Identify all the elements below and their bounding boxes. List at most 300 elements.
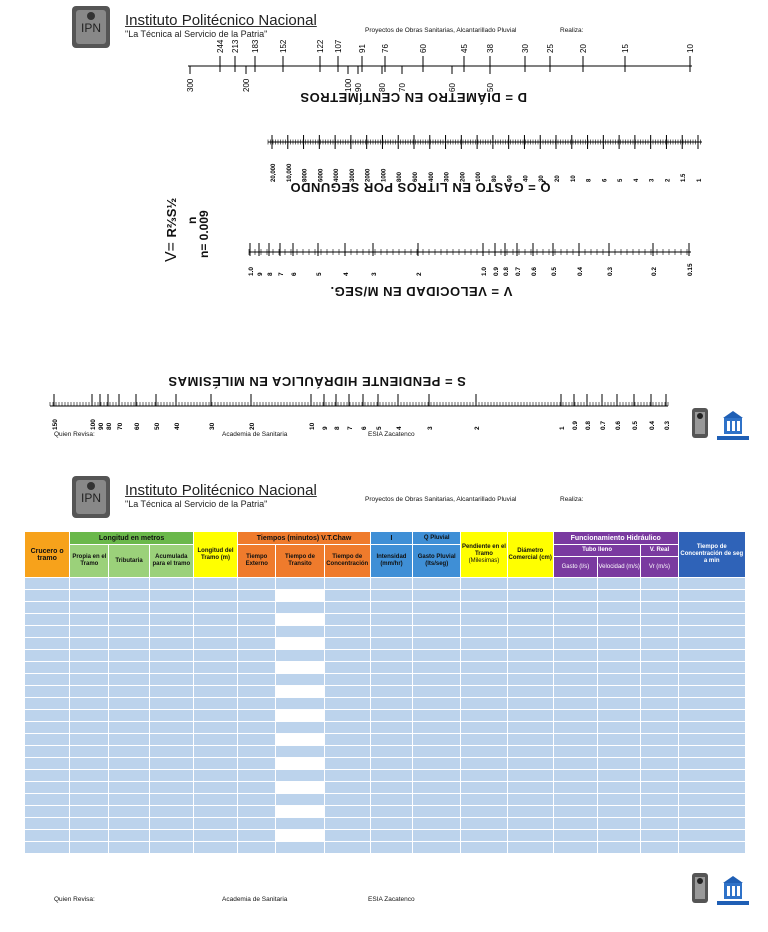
table-cell[interactable] — [70, 614, 109, 626]
table-cell[interactable] — [461, 830, 507, 842]
table-cell[interactable] — [641, 686, 678, 698]
table-cell[interactable] — [149, 614, 193, 626]
table-cell[interactable] — [370, 710, 412, 722]
table-cell[interactable] — [238, 602, 276, 614]
table-cell[interactable] — [149, 638, 193, 650]
table-cell[interactable] — [553, 602, 597, 614]
table-cell[interactable] — [678, 674, 745, 686]
table-cell[interactable] — [461, 626, 507, 638]
table-cell[interactable] — [598, 806, 641, 818]
table-cell[interactable] — [149, 662, 193, 674]
table-cell[interactable] — [149, 842, 193, 854]
table-cell[interactable] — [507, 734, 553, 746]
table-cell[interactable] — [370, 602, 412, 614]
table-cell[interactable] — [276, 602, 324, 614]
table-cell[interactable] — [25, 758, 70, 770]
table-cell[interactable] — [598, 638, 641, 650]
table-cell[interactable] — [149, 650, 193, 662]
table-cell[interactable] — [370, 578, 412, 590]
table-cell[interactable] — [641, 782, 678, 794]
table-cell[interactable] — [641, 842, 678, 854]
table-cell[interactable] — [461, 722, 507, 734]
table-cell[interactable] — [109, 674, 149, 686]
table-cell[interactable] — [507, 614, 553, 626]
table-cell[interactable] — [25, 734, 70, 746]
table-cell[interactable] — [25, 722, 70, 734]
table-cell[interactable] — [678, 626, 745, 638]
table-cell[interactable] — [413, 842, 461, 854]
table-cell[interactable] — [149, 674, 193, 686]
table-cell[interactable] — [507, 794, 553, 806]
table-cell[interactable] — [413, 710, 461, 722]
table-cell[interactable] — [678, 602, 745, 614]
table-cell[interactable] — [238, 614, 276, 626]
table-cell[interactable] — [598, 758, 641, 770]
table-cell[interactable] — [370, 698, 412, 710]
table-cell[interactable] — [370, 590, 412, 602]
table-cell[interactable] — [193, 614, 237, 626]
table-cell[interactable] — [370, 662, 412, 674]
table-cell[interactable] — [238, 818, 276, 830]
table-cell[interactable] — [413, 698, 461, 710]
table-cell[interactable] — [324, 842, 370, 854]
table-cell[interactable] — [370, 818, 412, 830]
table-cell[interactable] — [109, 794, 149, 806]
table-cell[interactable] — [461, 710, 507, 722]
table-cell[interactable] — [507, 746, 553, 758]
table-cell[interactable] — [461, 758, 507, 770]
table-cell[interactable] — [109, 650, 149, 662]
table-cell[interactable] — [553, 686, 597, 698]
table-cell[interactable] — [461, 638, 507, 650]
table-cell[interactable] — [598, 842, 641, 854]
table-cell[interactable] — [324, 746, 370, 758]
table-cell[interactable] — [25, 674, 70, 686]
table-cell[interactable] — [25, 842, 70, 854]
table-cell[interactable] — [507, 662, 553, 674]
table-cell[interactable] — [276, 614, 324, 626]
table-cell[interactable] — [641, 734, 678, 746]
table-cell[interactable] — [193, 794, 237, 806]
table-cell[interactable] — [193, 650, 237, 662]
table-cell[interactable] — [324, 662, 370, 674]
table-cell[interactable] — [678, 734, 745, 746]
table-cell[interactable] — [678, 578, 745, 590]
table-cell[interactable] — [238, 830, 276, 842]
table-cell[interactable] — [461, 674, 507, 686]
table-cell[interactable] — [553, 614, 597, 626]
table-cell[interactable] — [598, 662, 641, 674]
table-cell[interactable] — [193, 674, 237, 686]
table-cell[interactable] — [461, 734, 507, 746]
table-cell[interactable] — [109, 698, 149, 710]
table-cell[interactable] — [149, 734, 193, 746]
table-cell[interactable] — [70, 590, 109, 602]
table-cell[interactable] — [109, 818, 149, 830]
table-cell[interactable] — [507, 590, 553, 602]
table-cell[interactable] — [109, 602, 149, 614]
table-cell[interactable] — [109, 578, 149, 590]
table-cell[interactable] — [193, 590, 237, 602]
table-cell[interactable] — [193, 734, 237, 746]
table-cell[interactable] — [370, 806, 412, 818]
table-cell[interactable] — [193, 782, 237, 794]
table-cell[interactable] — [70, 782, 109, 794]
table-cell[interactable] — [641, 746, 678, 758]
table-cell[interactable] — [641, 626, 678, 638]
table-cell[interactable] — [276, 590, 324, 602]
table-cell[interactable] — [149, 794, 193, 806]
table-cell[interactable] — [324, 710, 370, 722]
table-cell[interactable] — [461, 614, 507, 626]
table-cell[interactable] — [507, 782, 553, 794]
table-cell[interactable] — [598, 590, 641, 602]
table-cell[interactable] — [370, 638, 412, 650]
table-cell[interactable] — [70, 578, 109, 590]
table-cell[interactable] — [553, 626, 597, 638]
table-cell[interactable] — [70, 650, 109, 662]
table-cell[interactable] — [413, 758, 461, 770]
table-cell[interactable] — [507, 806, 553, 818]
table-cell[interactable] — [598, 674, 641, 686]
table-cell[interactable] — [149, 806, 193, 818]
table-cell[interactable] — [641, 770, 678, 782]
table-cell[interactable] — [109, 710, 149, 722]
table-cell[interactable] — [276, 710, 324, 722]
table-cell[interactable] — [598, 782, 641, 794]
table-cell[interactable] — [553, 794, 597, 806]
table-cell[interactable] — [149, 686, 193, 698]
table-cell[interactable] — [507, 722, 553, 734]
table-cell[interactable] — [70, 794, 109, 806]
table-cell[interactable] — [553, 662, 597, 674]
table-cell[interactable] — [324, 830, 370, 842]
table-cell[interactable] — [70, 662, 109, 674]
table-cell[interactable] — [25, 638, 70, 650]
table-cell[interactable] — [553, 734, 597, 746]
table-cell[interactable] — [507, 578, 553, 590]
table-cell[interactable] — [507, 602, 553, 614]
table-cell[interactable] — [193, 626, 237, 638]
table-cell[interactable] — [413, 602, 461, 614]
table-cell[interactable] — [25, 710, 70, 722]
table-cell[interactable] — [678, 758, 745, 770]
table-cell[interactable] — [678, 806, 745, 818]
table-cell[interactable] — [276, 578, 324, 590]
table-cell[interactable] — [70, 758, 109, 770]
table-cell[interactable] — [598, 602, 641, 614]
table-cell[interactable] — [193, 710, 237, 722]
table-cell[interactable] — [70, 638, 109, 650]
table-cell[interactable] — [678, 830, 745, 842]
table-cell[interactable] — [553, 578, 597, 590]
table-cell[interactable] — [324, 794, 370, 806]
table-cell[interactable] — [641, 638, 678, 650]
table-cell[interactable] — [193, 686, 237, 698]
table-cell[interactable] — [193, 638, 237, 650]
table-cell[interactable] — [238, 782, 276, 794]
table-cell[interactable] — [641, 794, 678, 806]
table-cell[interactable] — [149, 626, 193, 638]
table-cell[interactable] — [109, 614, 149, 626]
table-cell[interactable] — [109, 758, 149, 770]
table-cell[interactable] — [238, 662, 276, 674]
table-cell[interactable] — [641, 578, 678, 590]
table-cell[interactable] — [324, 626, 370, 638]
table-cell[interactable] — [641, 830, 678, 842]
table-cell[interactable] — [324, 806, 370, 818]
table-cell[interactable] — [276, 674, 324, 686]
table-cell[interactable] — [370, 626, 412, 638]
table-cell[interactable] — [507, 650, 553, 662]
table-cell[interactable] — [276, 734, 324, 746]
table-cell[interactable] — [149, 710, 193, 722]
table-cell[interactable] — [370, 746, 412, 758]
table-cell[interactable] — [413, 590, 461, 602]
table-cell[interactable] — [678, 842, 745, 854]
table-cell[interactable] — [70, 710, 109, 722]
table-cell[interactable] — [413, 794, 461, 806]
table-cell[interactable] — [370, 794, 412, 806]
table-cell[interactable] — [553, 698, 597, 710]
table-cell[interactable] — [678, 650, 745, 662]
table-cell[interactable] — [149, 590, 193, 602]
table-cell[interactable] — [413, 674, 461, 686]
table-cell[interactable] — [70, 818, 109, 830]
table-cell[interactable] — [324, 686, 370, 698]
table-cell[interactable] — [70, 806, 109, 818]
table-cell[interactable] — [553, 830, 597, 842]
table-cell[interactable] — [25, 806, 70, 818]
table-cell[interactable] — [507, 770, 553, 782]
table-cell[interactable] — [678, 710, 745, 722]
table-cell[interactable] — [678, 722, 745, 734]
table-cell[interactable] — [324, 698, 370, 710]
table-cell[interactable] — [238, 806, 276, 818]
table-cell[interactable] — [553, 758, 597, 770]
table-cell[interactable] — [598, 650, 641, 662]
table-cell[interactable] — [553, 782, 597, 794]
table-cell[interactable] — [25, 830, 70, 842]
table-cell[interactable] — [507, 842, 553, 854]
table-cell[interactable] — [598, 770, 641, 782]
table-cell[interactable] — [461, 842, 507, 854]
table-cell[interactable] — [507, 710, 553, 722]
table-cell[interactable] — [324, 578, 370, 590]
table-cell[interactable] — [238, 794, 276, 806]
table-cell[interactable] — [641, 614, 678, 626]
table-cell[interactable] — [461, 770, 507, 782]
table-cell[interactable] — [370, 758, 412, 770]
table-cell[interactable] — [276, 770, 324, 782]
table-cell[interactable] — [25, 662, 70, 674]
table-cell[interactable] — [109, 782, 149, 794]
table-cell[interactable] — [678, 818, 745, 830]
table-cell[interactable] — [324, 650, 370, 662]
table-cell[interactable] — [238, 650, 276, 662]
table-cell[interactable] — [370, 770, 412, 782]
table-cell[interactable] — [641, 698, 678, 710]
table-cell[interactable] — [25, 818, 70, 830]
table-cell[interactable] — [109, 746, 149, 758]
table-cell[interactable] — [678, 770, 745, 782]
table-cell[interactable] — [193, 722, 237, 734]
table-cell[interactable] — [641, 758, 678, 770]
table-cell[interactable] — [370, 842, 412, 854]
table-cell[interactable] — [413, 830, 461, 842]
table-cell[interactable] — [413, 626, 461, 638]
table-cell[interactable] — [678, 686, 745, 698]
table-cell[interactable] — [678, 590, 745, 602]
table-cell[interactable] — [507, 818, 553, 830]
table-cell[interactable] — [276, 746, 324, 758]
table-cell[interactable] — [553, 674, 597, 686]
table-cell[interactable] — [70, 722, 109, 734]
table-cell[interactable] — [193, 806, 237, 818]
table-cell[interactable] — [276, 830, 324, 842]
table-cell[interactable] — [461, 686, 507, 698]
table-cell[interactable] — [678, 638, 745, 650]
table-cell[interactable] — [238, 638, 276, 650]
table-cell[interactable] — [149, 746, 193, 758]
table-cell[interactable] — [598, 698, 641, 710]
table-cell[interactable] — [193, 662, 237, 674]
table-cell[interactable] — [461, 746, 507, 758]
table-cell[interactable] — [370, 674, 412, 686]
table-cell[interactable] — [149, 698, 193, 710]
table-cell[interactable] — [70, 602, 109, 614]
table-cell[interactable] — [370, 782, 412, 794]
table-cell[interactable] — [553, 842, 597, 854]
table-cell[interactable] — [553, 650, 597, 662]
table-cell[interactable] — [238, 698, 276, 710]
table-cell[interactable] — [238, 686, 276, 698]
table-cell[interactable] — [641, 662, 678, 674]
table-cell[interactable] — [238, 578, 276, 590]
table-cell[interactable] — [149, 782, 193, 794]
table-cell[interactable] — [276, 638, 324, 650]
table-cell[interactable] — [276, 794, 324, 806]
table-cell[interactable] — [370, 830, 412, 842]
table-cell[interactable] — [641, 602, 678, 614]
table-cell[interactable] — [149, 830, 193, 842]
table-cell[interactable] — [25, 782, 70, 794]
table-cell[interactable] — [70, 698, 109, 710]
table-cell[interactable] — [413, 818, 461, 830]
table-cell[interactable] — [109, 626, 149, 638]
table-cell[interactable] — [324, 734, 370, 746]
table-cell[interactable] — [413, 722, 461, 734]
table-cell[interactable] — [678, 614, 745, 626]
table-cell[interactable] — [507, 830, 553, 842]
table-cell[interactable] — [370, 734, 412, 746]
table-cell[interactable] — [193, 746, 237, 758]
table-cell[interactable] — [276, 782, 324, 794]
table-cell[interactable] — [25, 614, 70, 626]
table-cell[interactable] — [193, 842, 237, 854]
table-cell[interactable] — [553, 638, 597, 650]
table-cell[interactable] — [598, 746, 641, 758]
table-cell[interactable] — [324, 758, 370, 770]
table-cell[interactable] — [109, 806, 149, 818]
table-cell[interactable] — [238, 758, 276, 770]
table-cell[interactable] — [461, 698, 507, 710]
table-cell[interactable] — [461, 794, 507, 806]
table-cell[interactable] — [598, 794, 641, 806]
table-cell[interactable] — [149, 722, 193, 734]
table-cell[interactable] — [238, 722, 276, 734]
table-cell[interactable] — [276, 758, 324, 770]
table-cell[interactable] — [109, 662, 149, 674]
table-cell[interactable] — [70, 626, 109, 638]
table-cell[interactable] — [324, 782, 370, 794]
table-cell[interactable] — [70, 674, 109, 686]
table-cell[interactable] — [324, 722, 370, 734]
table-cell[interactable] — [553, 710, 597, 722]
table-cell[interactable] — [276, 842, 324, 854]
table-cell[interactable] — [413, 578, 461, 590]
table-cell[interactable] — [238, 734, 276, 746]
table-cell[interactable] — [276, 818, 324, 830]
table-cell[interactable] — [109, 638, 149, 650]
table-cell[interactable] — [149, 602, 193, 614]
table-cell[interactable] — [461, 578, 507, 590]
table-cell[interactable] — [238, 626, 276, 638]
table-cell[interactable] — [413, 614, 461, 626]
table-cell[interactable] — [641, 806, 678, 818]
table-cell[interactable] — [276, 686, 324, 698]
table-cell[interactable] — [25, 698, 70, 710]
table-cell[interactable] — [324, 590, 370, 602]
table-cell[interactable] — [413, 662, 461, 674]
table-cell[interactable] — [507, 686, 553, 698]
table-cell[interactable] — [25, 746, 70, 758]
table-cell[interactable] — [598, 578, 641, 590]
table-cell[interactable] — [413, 770, 461, 782]
table-cell[interactable] — [461, 602, 507, 614]
table-cell[interactable] — [324, 614, 370, 626]
table-cell[interactable] — [370, 686, 412, 698]
table-cell[interactable] — [70, 734, 109, 746]
table-cell[interactable] — [193, 770, 237, 782]
table-cell[interactable] — [25, 626, 70, 638]
table-cell[interactable] — [413, 806, 461, 818]
table-cell[interactable] — [324, 818, 370, 830]
table-cell[interactable] — [553, 818, 597, 830]
table-cell[interactable] — [507, 698, 553, 710]
table-cell[interactable] — [70, 770, 109, 782]
table-cell[interactable] — [238, 710, 276, 722]
table-cell[interactable] — [70, 830, 109, 842]
table-cell[interactable] — [109, 842, 149, 854]
table-cell[interactable] — [461, 662, 507, 674]
table-cell[interactable] — [641, 590, 678, 602]
table-cell[interactable] — [598, 710, 641, 722]
table-cell[interactable] — [413, 782, 461, 794]
table-cell[interactable] — [193, 698, 237, 710]
table-cell[interactable] — [461, 818, 507, 830]
table-cell[interactable] — [25, 578, 70, 590]
table-cell[interactable] — [324, 674, 370, 686]
table-cell[interactable] — [193, 830, 237, 842]
table-cell[interactable] — [678, 794, 745, 806]
table-cell[interactable] — [324, 638, 370, 650]
table-cell[interactable] — [149, 770, 193, 782]
table-cell[interactable] — [553, 590, 597, 602]
table-cell[interactable] — [109, 722, 149, 734]
table-cell[interactable] — [238, 770, 276, 782]
table-cell[interactable] — [238, 746, 276, 758]
